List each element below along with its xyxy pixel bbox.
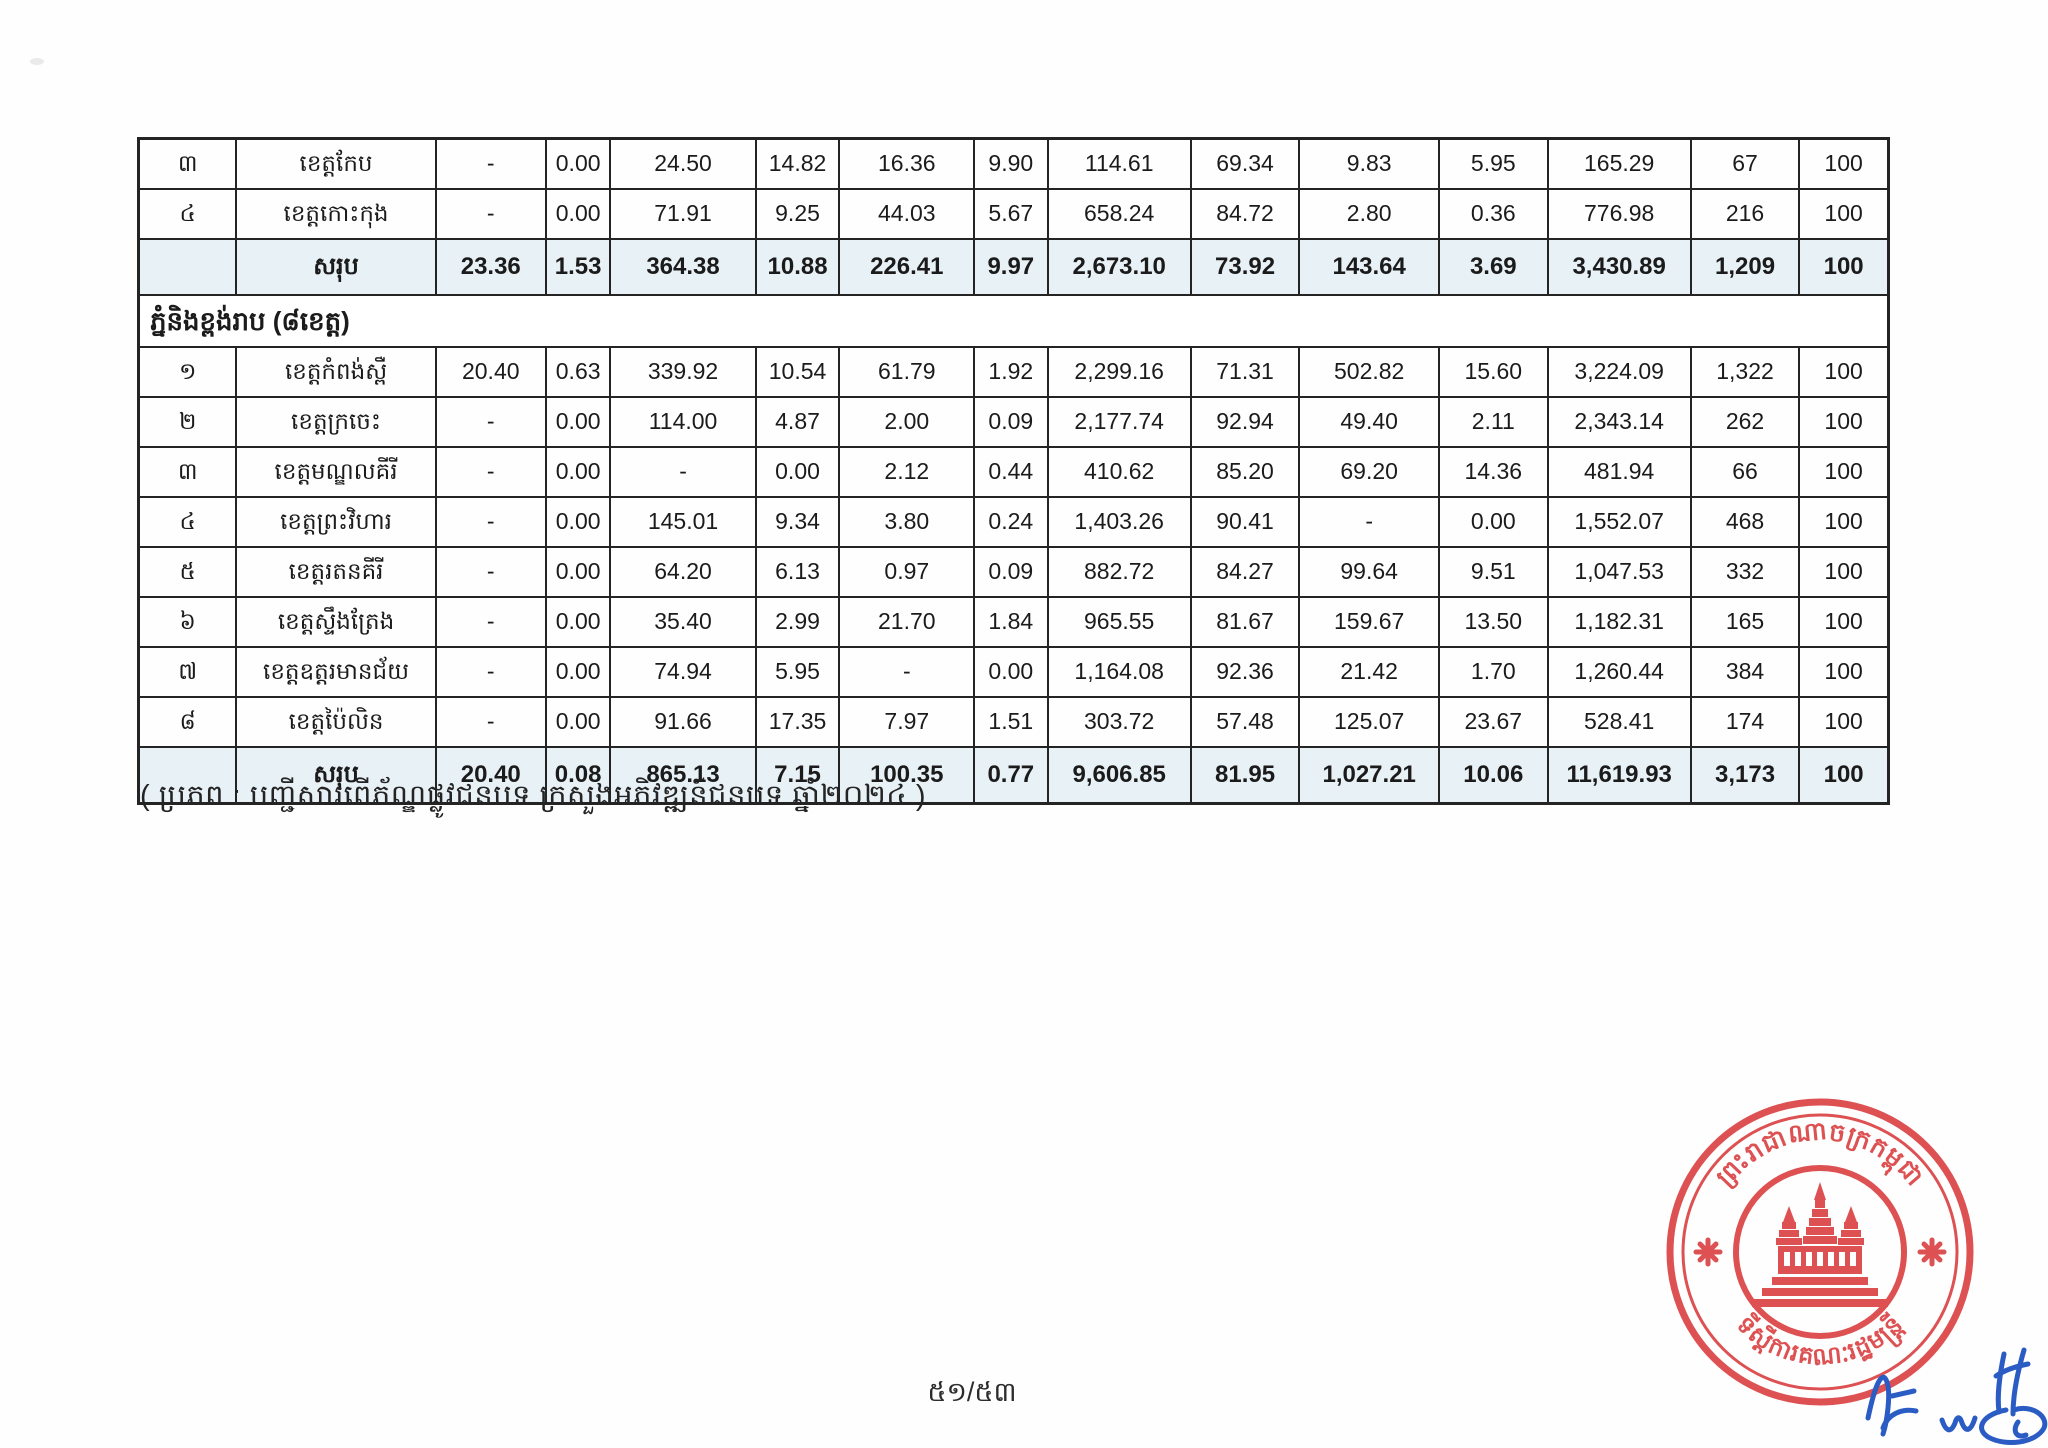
province-name: ខេត្តឧត្តរមានជ័យ bbox=[236, 647, 435, 697]
scan-smudge bbox=[30, 58, 44, 65]
value-cell: 85.20 bbox=[1191, 447, 1299, 497]
value-cell: - bbox=[436, 139, 546, 190]
value-cell: 0.44 bbox=[974, 447, 1047, 497]
total-value-cell: 3,173 bbox=[1691, 747, 1799, 804]
row-number: ៧ bbox=[139, 647, 237, 697]
value-cell: 882.72 bbox=[1048, 547, 1191, 597]
total-row bbox=[139, 239, 1889, 295]
value-cell: 5.67 bbox=[974, 189, 1047, 239]
total-value-cell: 10.06 bbox=[1439, 747, 1547, 804]
value-cell: 17.35 bbox=[756, 697, 840, 747]
total-value-cell: 20.40 bbox=[436, 747, 546, 804]
row-number: ៤ bbox=[139, 189, 237, 239]
value-cell: - bbox=[436, 597, 546, 647]
value-cell: 20.40 bbox=[436, 347, 546, 397]
value-cell: 339.92 bbox=[610, 347, 755, 397]
value-cell: 71.91 bbox=[610, 189, 755, 239]
province-row bbox=[139, 139, 1889, 190]
value-cell: 0.00 bbox=[546, 189, 611, 239]
value-cell: 100 bbox=[1799, 397, 1888, 447]
signature bbox=[1856, 1336, 2048, 1448]
value-cell: - bbox=[1299, 497, 1439, 547]
page-number: ៥១/៥៣ bbox=[927, 1377, 1017, 1407]
value-cell: 114.00 bbox=[610, 397, 755, 447]
value-cell: 1,403.26 bbox=[1048, 497, 1191, 547]
value-cell: 100 bbox=[1799, 697, 1888, 747]
row-number: ១ bbox=[139, 347, 237, 397]
province-name: ខេត្តរតនគីរី bbox=[236, 547, 435, 597]
value-cell: 61.79 bbox=[839, 347, 974, 397]
value-cell: 9.90 bbox=[974, 139, 1047, 190]
value-cell: 0.00 bbox=[1439, 497, 1547, 547]
total-value-cell: 10.88 bbox=[756, 239, 840, 295]
total-value-cell: 2,673.10 bbox=[1048, 239, 1191, 295]
value-cell: 5.95 bbox=[1439, 139, 1547, 190]
total-value-cell: 3.69 bbox=[1439, 239, 1547, 295]
section-header-row bbox=[139, 295, 1889, 347]
row-number: ៣ bbox=[139, 139, 237, 190]
value-cell: 100 bbox=[1799, 597, 1888, 647]
value-cell: 7.97 bbox=[839, 697, 974, 747]
value-cell: 9.25 bbox=[756, 189, 840, 239]
value-cell: 35.40 bbox=[610, 597, 755, 647]
value-cell: 332 bbox=[1691, 547, 1799, 597]
value-cell: 66 bbox=[1691, 447, 1799, 497]
value-cell: 21.70 bbox=[839, 597, 974, 647]
value-cell: 0.00 bbox=[546, 139, 611, 190]
value-cell: 165.29 bbox=[1548, 139, 1691, 190]
value-cell: 57.48 bbox=[1191, 697, 1299, 747]
total-empty-cell bbox=[139, 239, 237, 295]
province-row bbox=[139, 347, 1889, 397]
value-cell: 5.95 bbox=[756, 647, 840, 697]
province-name: ខេត្តកោះកុង bbox=[236, 189, 435, 239]
value-cell: 410.62 bbox=[1048, 447, 1191, 497]
total-value-cell: 0.08 bbox=[546, 747, 611, 804]
province-row bbox=[139, 397, 1889, 447]
province-row bbox=[139, 547, 1889, 597]
province-row bbox=[139, 497, 1889, 547]
total-value-cell: 364.38 bbox=[610, 239, 755, 295]
value-cell: 0.00 bbox=[546, 597, 611, 647]
value-cell: 481.94 bbox=[1548, 447, 1691, 497]
value-cell: 1,164.08 bbox=[1048, 647, 1191, 697]
total-value-cell: 81.95 bbox=[1191, 747, 1299, 804]
value-cell: 159.67 bbox=[1299, 597, 1439, 647]
value-cell: - bbox=[436, 647, 546, 697]
total-value-cell: 9.97 bbox=[974, 239, 1047, 295]
value-cell: 965.55 bbox=[1048, 597, 1191, 647]
value-cell: 0.00 bbox=[546, 647, 611, 697]
value-cell: 0.00 bbox=[974, 647, 1047, 697]
province-name: ខេត្តក្រចេះ bbox=[236, 397, 435, 447]
value-cell: 100 bbox=[1799, 347, 1888, 397]
row-number: ២ bbox=[139, 397, 237, 447]
row-number: ៤ bbox=[139, 497, 237, 547]
value-cell: 84.72 bbox=[1191, 189, 1299, 239]
value-cell: 14.82 bbox=[756, 139, 840, 190]
value-cell: 384 bbox=[1691, 647, 1799, 697]
value-cell: 2.12 bbox=[839, 447, 974, 497]
value-cell: 92.94 bbox=[1191, 397, 1299, 447]
value-cell: - bbox=[436, 547, 546, 597]
value-cell: 1,552.07 bbox=[1548, 497, 1691, 547]
province-name: ខេត្តព្រះវិហារ bbox=[236, 497, 435, 547]
value-cell: 2.80 bbox=[1299, 189, 1439, 239]
value-cell: 0.24 bbox=[974, 497, 1047, 547]
value-cell: - bbox=[436, 397, 546, 447]
angkor-wat-icon bbox=[1752, 1182, 1888, 1307]
province-row bbox=[139, 697, 1889, 747]
province-row bbox=[139, 647, 1889, 697]
value-cell: 9.51 bbox=[1439, 547, 1547, 597]
row-number: ៣ bbox=[139, 447, 237, 497]
value-cell: 114.61 bbox=[1048, 139, 1191, 190]
value-cell: - bbox=[839, 647, 974, 697]
value-cell: 67 bbox=[1691, 139, 1799, 190]
value-cell: 2.11 bbox=[1439, 397, 1547, 447]
value-cell: 100 bbox=[1799, 647, 1888, 697]
source-note: ( ប្រភព : បញ្ជីសារពើភ័ណ្ឌផ្លូវជនបទ ក្រសួងអភិវឌ្ឍន៍ជនបទ ឆ្នាំ២០២៤ ) bbox=[140, 780, 927, 812]
value-cell: 3,224.09 bbox=[1548, 347, 1691, 397]
province-name: ខេត្តប៉ៃលិន bbox=[236, 697, 435, 747]
value-cell: 216 bbox=[1691, 189, 1799, 239]
value-cell: 100 bbox=[1799, 497, 1888, 547]
value-cell: 165 bbox=[1691, 597, 1799, 647]
value-cell: 23.67 bbox=[1439, 697, 1547, 747]
value-cell: 0.00 bbox=[546, 447, 611, 497]
value-cell: 49.40 bbox=[1299, 397, 1439, 447]
value-cell: 2,343.14 bbox=[1548, 397, 1691, 447]
value-cell: 69.20 bbox=[1299, 447, 1439, 497]
value-cell: 1,182.31 bbox=[1548, 597, 1691, 647]
value-cell: 64.20 bbox=[610, 547, 755, 597]
value-cell: 44.03 bbox=[839, 189, 974, 239]
value-cell: 0.00 bbox=[756, 447, 840, 497]
value-cell: 100 bbox=[1799, 547, 1888, 597]
total-label: សរុប bbox=[236, 747, 435, 804]
value-cell: 100 bbox=[1799, 139, 1888, 190]
value-cell: 262 bbox=[1691, 397, 1799, 447]
province-name: ខេត្តកែប bbox=[236, 139, 435, 190]
value-cell: 71.31 bbox=[1191, 347, 1299, 397]
value-cell: 145.01 bbox=[610, 497, 755, 547]
row-number: ៥ bbox=[139, 547, 237, 597]
value-cell: 303.72 bbox=[1048, 697, 1191, 747]
value-cell: 0.63 bbox=[546, 347, 611, 397]
value-cell: 24.50 bbox=[610, 139, 755, 190]
value-cell: 125.07 bbox=[1299, 697, 1439, 747]
value-cell: 2,299.16 bbox=[1048, 347, 1191, 397]
province-row bbox=[139, 597, 1889, 647]
value-cell: 84.27 bbox=[1191, 547, 1299, 597]
value-cell: 658.24 bbox=[1048, 189, 1191, 239]
value-cell: 1.84 bbox=[974, 597, 1047, 647]
total-value-cell: 865.13 bbox=[610, 747, 755, 804]
total-value-cell: 73.92 bbox=[1191, 239, 1299, 295]
stamp-top-text: ព្រះរាជាណាចក្រកម្ពុជា bbox=[1710, 1116, 1930, 1192]
value-cell: 6.13 bbox=[756, 547, 840, 597]
value-cell: 1.70 bbox=[1439, 647, 1547, 697]
value-cell: 2,177.74 bbox=[1048, 397, 1191, 447]
provinces-table-body bbox=[139, 139, 1889, 804]
value-cell: 1,322 bbox=[1691, 347, 1799, 397]
value-cell: 0.00 bbox=[546, 397, 611, 447]
value-cell: 0.09 bbox=[974, 397, 1047, 447]
province-name: ខេត្តមណ្ឌលគីរី bbox=[236, 447, 435, 497]
value-cell: 13.50 bbox=[1439, 597, 1547, 647]
province-row bbox=[139, 189, 1889, 239]
value-cell: 468 bbox=[1691, 497, 1799, 547]
value-cell: 502.82 bbox=[1299, 347, 1439, 397]
value-cell: 91.66 bbox=[610, 697, 755, 747]
total-value-cell: 1.53 bbox=[546, 239, 611, 295]
value-cell: 81.67 bbox=[1191, 597, 1299, 647]
value-cell: - bbox=[436, 447, 546, 497]
value-cell: 0.97 bbox=[839, 547, 974, 597]
value-cell: - bbox=[610, 447, 755, 497]
value-cell: 3.80 bbox=[839, 497, 974, 547]
value-cell: 4.87 bbox=[756, 397, 840, 447]
value-cell: 1,260.44 bbox=[1548, 647, 1691, 697]
row-number: ៨ bbox=[139, 697, 237, 747]
value-cell: 2.00 bbox=[839, 397, 974, 447]
total-value-cell: 11,619.93 bbox=[1548, 747, 1691, 804]
total-value-cell: 7.15 bbox=[756, 747, 840, 804]
stamp-bottom-text: ទីស្តីការគណៈរដ្ឋមន្ត្រី bbox=[1731, 1310, 1909, 1372]
total-value-cell: 143.64 bbox=[1299, 239, 1439, 295]
row-number: ៦ bbox=[139, 597, 237, 647]
value-cell: 100 bbox=[1799, 189, 1888, 239]
value-cell: 100 bbox=[1799, 447, 1888, 497]
total-value-cell: 226.41 bbox=[839, 239, 974, 295]
value-cell: 0.36 bbox=[1439, 189, 1547, 239]
value-cell: 1.92 bbox=[974, 347, 1047, 397]
value-cell: 21.42 bbox=[1299, 647, 1439, 697]
total-value-cell: 100.35 bbox=[839, 747, 974, 804]
total-value-cell: 3,430.89 bbox=[1548, 239, 1691, 295]
value-cell: 0.00 bbox=[546, 547, 611, 597]
svg-text:ព្រះរាជាណាចក្រកម្ពុជា bbox=[1711, 1117, 1929, 1193]
provinces-table bbox=[137, 137, 1890, 805]
value-cell: 0.00 bbox=[546, 497, 611, 547]
value-cell: - bbox=[436, 189, 546, 239]
total-label: សរុប bbox=[236, 239, 435, 295]
value-cell: 74.94 bbox=[610, 647, 755, 697]
value-cell: 1,047.53 bbox=[1548, 547, 1691, 597]
value-cell: 0.09 bbox=[974, 547, 1047, 597]
total-value-cell: 100 bbox=[1799, 747, 1888, 804]
section-header: ភ្នំនិងខ្ពង់រាប (៨ខេត្ត) bbox=[139, 295, 1889, 347]
value-cell: 69.34 bbox=[1191, 139, 1299, 190]
total-value-cell: 100 bbox=[1799, 239, 1888, 295]
value-cell: 16.36 bbox=[839, 139, 974, 190]
value-cell: - bbox=[436, 497, 546, 547]
total-value-cell: 9,606.85 bbox=[1048, 747, 1191, 804]
value-cell: 14.36 bbox=[1439, 447, 1547, 497]
province-name: ខេត្តស្ទឹងត្រែង bbox=[236, 597, 435, 647]
value-cell: 0.00 bbox=[546, 697, 611, 747]
total-value-cell: 1,209 bbox=[1691, 239, 1799, 295]
total-value-cell: 23.36 bbox=[436, 239, 546, 295]
total-value-cell: 1,027.21 bbox=[1299, 747, 1439, 804]
value-cell: 10.54 bbox=[756, 347, 840, 397]
value-cell: 9.83 bbox=[1299, 139, 1439, 190]
value-cell: 1.51 bbox=[974, 697, 1047, 747]
province-name: ខេត្តកំពង់ស្ពឺ bbox=[236, 347, 435, 397]
value-cell: 92.36 bbox=[1191, 647, 1299, 697]
value-cell: 776.98 bbox=[1548, 189, 1691, 239]
value-cell: 174 bbox=[1691, 697, 1799, 747]
value-cell: 9.34 bbox=[756, 497, 840, 547]
province-row bbox=[139, 447, 1889, 497]
total-value-cell: 0.77 bbox=[974, 747, 1047, 804]
value-cell: 99.64 bbox=[1299, 547, 1439, 597]
value-cell: - bbox=[436, 697, 546, 747]
value-cell: 90.41 bbox=[1191, 497, 1299, 547]
value-cell: 15.60 bbox=[1439, 347, 1547, 397]
value-cell: 2.99 bbox=[756, 597, 840, 647]
value-cell: 528.41 bbox=[1548, 697, 1691, 747]
